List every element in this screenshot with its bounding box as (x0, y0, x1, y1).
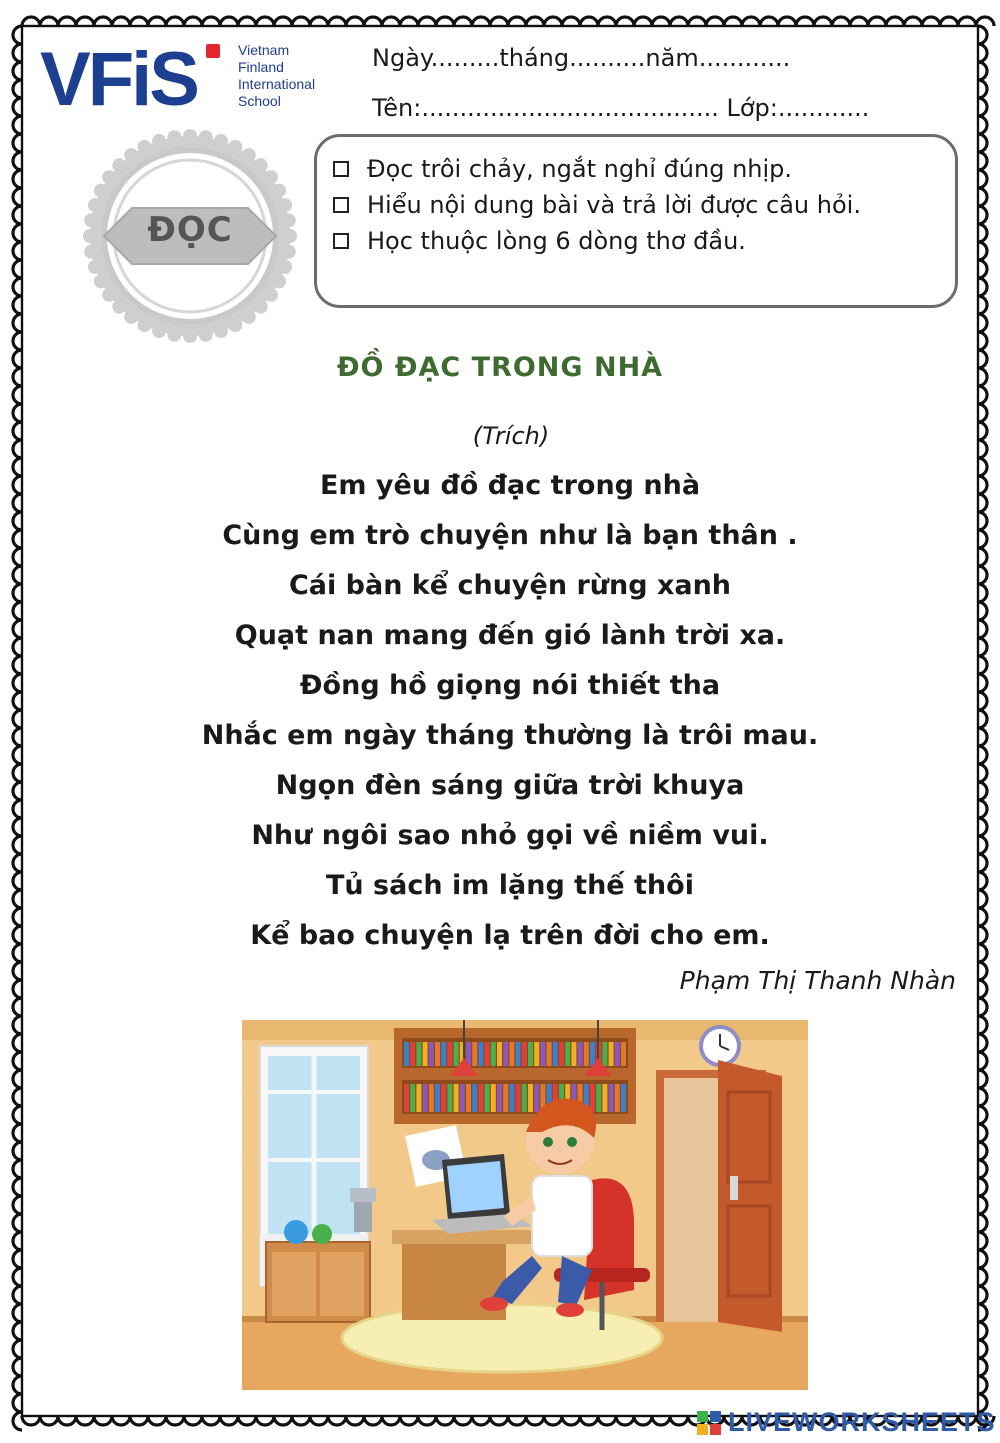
liveworksheets-icon (696, 1410, 722, 1436)
watermark: LIVEWORKSHEETS (728, 1407, 996, 1437)
objective-item: Đọc trôi chảy, ngắt nghỉ đúng nhịp. (333, 151, 937, 187)
poem-line: Cái bàn kể chuyện rừng xanh (288, 570, 732, 601)
poem-author: Phạm Thị Thanh Nhàn (679, 966, 956, 995)
school-logo (40, 37, 360, 122)
poem-line: Quạt nan mang đến gió lành trời xa. (234, 620, 786, 651)
name-class-line[interactable]: Tên:....................................... Lớp:............ (372, 94, 870, 122)
objective-item: Học thuộc lòng 6 dòng thơ đầu. (333, 223, 937, 259)
poem-line: Đồng hồ giọng nói thiết tha (299, 670, 721, 701)
checkbox-icon[interactable] (333, 233, 349, 249)
poem-title: ĐỒ ĐẠC TRONG NHÀ (336, 352, 664, 383)
poem-line: Tủ sách im lặng thế thôi (326, 870, 694, 901)
date-line[interactable]: Ngày.........tháng..........năm............ (372, 44, 791, 72)
poem-line: Ngọn đèn sáng giữa trời khuya (275, 770, 745, 801)
poem-line: Em yêu đồ đạc trong nhà (319, 470, 701, 501)
door-icon (656, 1060, 782, 1332)
logo-mark: VFiS (40, 37, 197, 122)
logo-red-dot (206, 44, 220, 58)
badge-label: ĐỌC (147, 210, 233, 250)
objectives-box (314, 134, 958, 308)
poem-line: Kể bao chuyện lạ trên đời cho em. (250, 920, 770, 951)
poem-excerpt-note: (Trích) (472, 422, 550, 450)
room-illustration (242, 1020, 808, 1390)
logo-school-name: Vietnam Finland International School (238, 42, 316, 109)
poem-line: Cùng em trò chuyện như là bạn thân . (222, 520, 798, 551)
poem-body (0, 461, 1000, 961)
objective-item: Hiểu nội dung bài và trả lời được câu hỏi. (333, 187, 937, 223)
checkbox-icon[interactable] (333, 161, 349, 177)
poem-line: Nhắc em ngày tháng thường là trôi mau. (201, 720, 819, 751)
checkbox-icon[interactable] (333, 197, 349, 213)
poem-line: Như ngôi sao nhỏ gọi về niềm vui. (251, 820, 769, 851)
